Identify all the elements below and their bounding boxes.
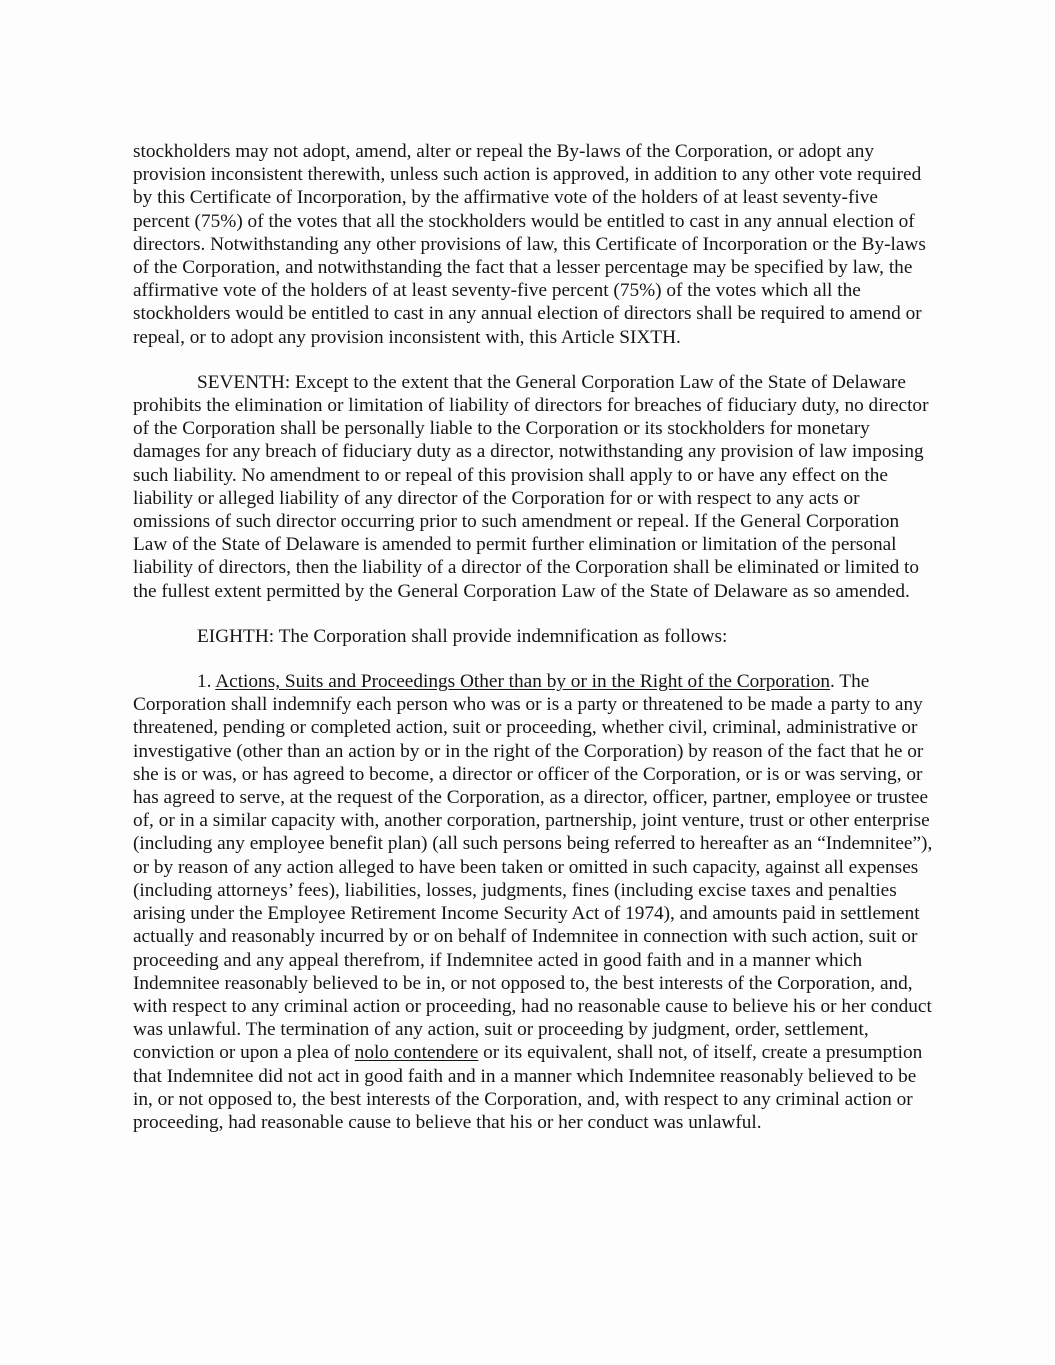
document-body [133,140,933,1134]
section-1-heading: Actions, Suits and Proceedings Other than by or in the Right of the Corporation [215,671,830,693]
section-1-heading-end: . [830,671,835,693]
paragraph-sixth-continued: stockholders may not adopt, amend, alter or repeal the By-laws of the Corporation, or adopt any provision inconsistent therewith, unless such action is approved, in addition to any other vote required by this Certificate of Incorporation, by the affirmative vote of the holders of at least seventy-five percent (75%) of the votes that all the stockholders would be entitled to cast in any annual election of directors. Notwithstanding any other provisions of law, this Certificate of Incorporation or the By-laws of the Corporation, and notwithstanding the fact that a lesser percentage may be specified by law, the affirmative vote of the holders of at least seventy-five percent (75%) of the votes which all the stockholders would be entitled to cast in any annual election of directors shall be required to amend or repeal, or to adopt any provision inconsistent with, this Article SIXTH. [133,141,926,348]
section-1-paragraph [133,670,933,1134]
section-1-body-part1: The Corporation shall indemnify each person who was or is a party or threatened to be made a party to any threatened, pending or completed action, suit or proceeding, whether civil, criminal, administrative or investigative (other than an action by or in the right of the Corporation) by reason of the fact that he or she is or was, or has agreed to become, a director or officer of the Corporation, or is or was serving, or has agreed to serve, at the request of the Corporation, as a director, officer, partner, employee or trustee of, or in a similar capacity with, another corporation, partnership, joint venture, trust or other enterprise (including any employee benefit plan) (all such persons being referred to hereafter as an “Indemnitee”), or by reason of any action alleged to have been taken or omitted in such capacity, against all expenses (including attorneys’ fees), liabilities, losses, judgments, fines (including excise taxes and penalties arising under the Employee Retirement Income Security Act of 1974), and amounts paid in settlement actually and reasonably incurred by or on behalf of Indemnitee in connection with such action, suit or proceeding and any appeal therefrom, if Indemnitee acted in good faith and in a manner which Indemnitee reasonably believed to be in, or not opposed to, the best interests of the Corporation, and, with respect to any criminal action or proceeding, had no reasonable cause to believe his or her conduct was unlawful. The termination of any action, suit or proceeding by judgment, order, settlement, conviction or upon a plea of [133,671,933,1064]
paragraph-eighth: EIGHTH: The Corporation shall provide indemnification as follows: [197,625,728,647]
latin-term-nolo-contendere: nolo contendere [354,1042,479,1064]
section-1-number: 1. [197,671,216,693]
section-1-body-part2: or its equivalent, shall not, of itself, create a presumption that Indemnitee did not act in good faith and in a manner which Indemnitee reasonably believed to be in, or not opposed to, the best interests of the Corporation, and, with respect to any criminal action or proceeding, had reasonable cause to believe that his or her conduct was unlawful. [133,1042,923,1133]
paragraph-seventh: SEVENTH: Except to the extent that the General Corporation Law of the State of Delaware prohibits the elimination or limitation of liability of directors for breaches of fiduciary duty, no director of the Corporation shall be personally liable to the Corporation or its stockholders for monetary damages for any breach of fiduciary duty as a director, notwithstanding any provision of law imposing such liability. No amendment to or repeal of this provision shall apply to or have any effect on the liability or alleged liability of any director of the Corporation for or with respect to any acts or omissions of such director occurring prior to such amendment or repeal. If the General Corporation Law of the State of Delaware is amended to permit further elimination or limitation of the personal liability of directors, then the liability of a director of the Corporation shall be eliminated or limited to the fullest extent permitted by the General Corporation Law of the State of Delaware as so amended. [133,371,929,602]
